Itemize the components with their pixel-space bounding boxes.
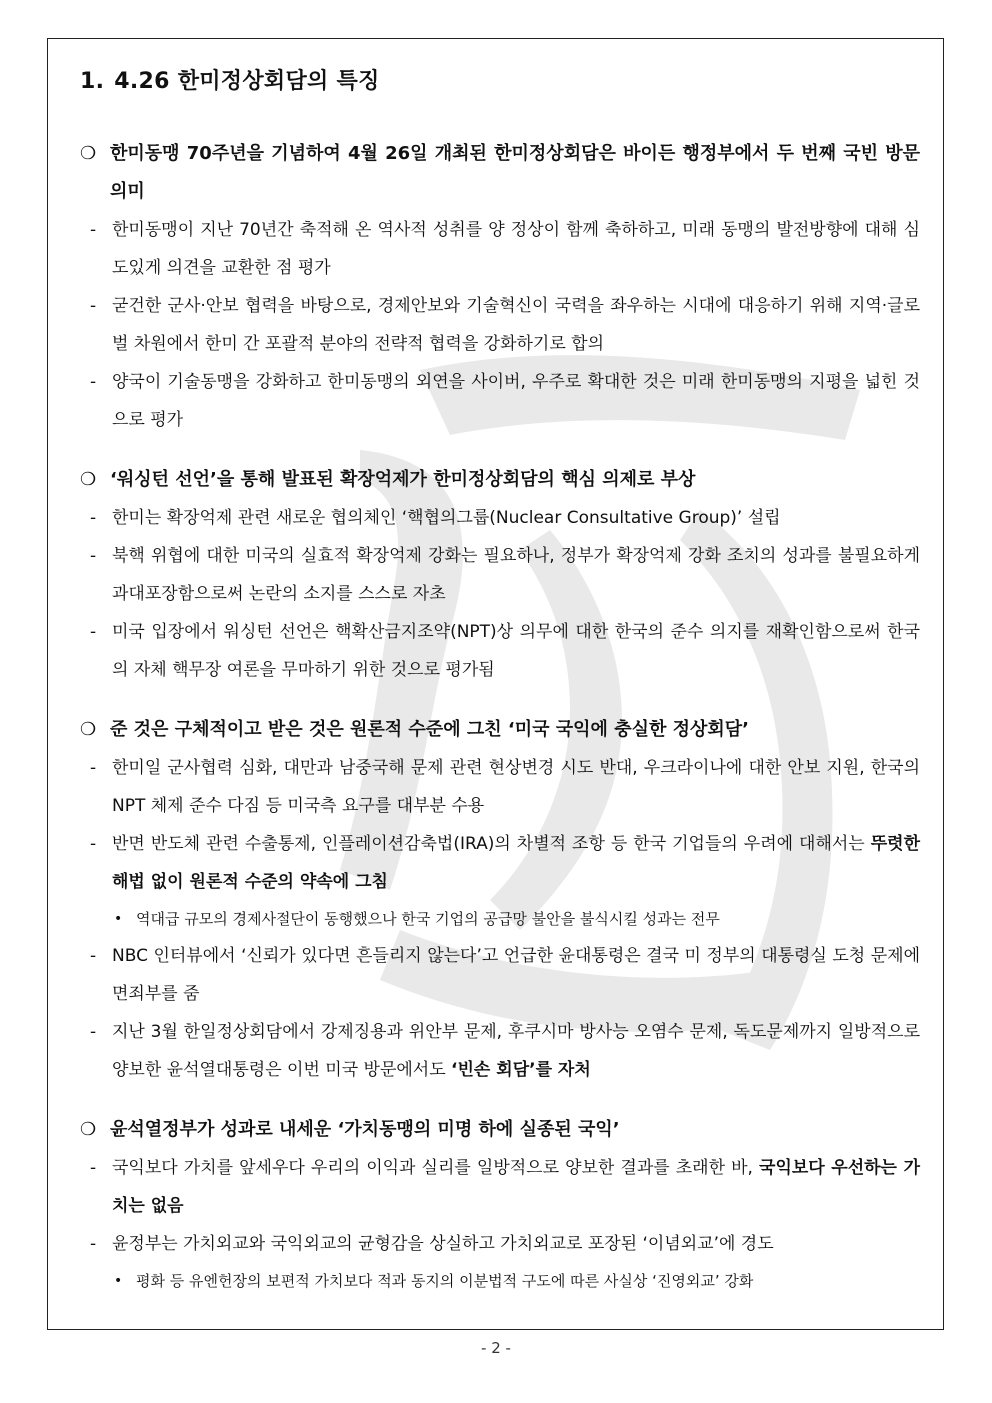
- dash-bullet-icon: -: [90, 372, 97, 392]
- list-item-text: 양국이 기술동맹을 강화하고 한미동맹의 외연을 사이버, 우주로 확대한 것은 미래 한미동맹의 지평을 넓힌 것으로 평가: [112, 372, 920, 430]
- dash-bullet-icon: -: [90, 1158, 97, 1178]
- circle-bullet-icon: ❍: [80, 143, 97, 164]
- sub-bullet-item: [80, 901, 920, 937]
- section: [80, 1111, 920, 1299]
- dash-bullet-icon: -: [90, 508, 97, 528]
- section-heading: [80, 135, 920, 211]
- list-item: [80, 287, 920, 363]
- list-item: [80, 749, 920, 825]
- dash-bullet-icon: -: [90, 296, 97, 316]
- list-item-emphasis: ‘빈손 회담’를 자처: [451, 1060, 591, 1080]
- dash-bullet-icon: -: [90, 546, 97, 566]
- page-title: [80, 64, 920, 95]
- list-item-text: 북핵 위협에 대한 미국의 실효적 확장억제 강화는 필요하나, 정부가 확장억제 강화 조치의 성과를 불필요하게 과대포장함으로써 논란의 소지를 스스로 자초: [112, 546, 920, 604]
- list-item: [80, 1013, 920, 1089]
- section-heading-text: 준 것은 구체적이고 받은 것은 원론적 수준에 그친 ‘미국 국익에 충실한 정상회담’: [110, 719, 750, 740]
- circle-bullet-icon: ❍: [80, 469, 97, 490]
- list-item: [80, 1225, 920, 1263]
- document-body: [80, 64, 920, 1321]
- list-item-text: NBC 인터뷰에서 ‘신뢰가 있다면 흔들리지 않는다’고 언급한 윤대통령은 결국 미 정부의 대통령실 도청 문제에 면죄부를 줌: [112, 946, 920, 1004]
- title-text: 4.26 한미정상회담의 특징: [114, 69, 380, 94]
- sub-bullet-text: 평화 등 유엔헌장의 보편적 가치보다 적과 동지의 이분법적 구도에 따른 사실상 ‘진영외교’ 강화: [136, 1272, 754, 1290]
- section-heading: [80, 1111, 920, 1149]
- circle-bullet-icon: ❍: [80, 1119, 97, 1140]
- list-item-text: 굳건한 군사·안보 협력을 바탕으로, 경제안보와 기술혁신이 국력을 좌우하는 시대에 대응하기 위해 지역·글로벌 차원에서 한미 간 포괄적 분야의 전략적 협력을 강화하기로 합의: [112, 296, 920, 354]
- dash-bullet-icon: -: [90, 1022, 97, 1042]
- list-item-text: 한미일 군사협력 심화, 대만과 남중국해 문제 관련 현상변경 시도 반대, 우크라이나에 대한 안보 지원, 한국의 NPT 체제 준수 다짐 등 미국측 요구를 대부분 수용: [112, 758, 920, 816]
- list-item-text: 지난 3월 한일정상회담에서 강제징용과 위안부 문제, 후쿠시마 방사능 오염수 문제, 독도문제까지 일방적으로 양보한 윤석열대통령은 이번 미국 방문에서도: [112, 1022, 920, 1080]
- section-heading-text: 한미동맹 70주년을 기념하여 4월 26일 개최된 한미정상회담은 바이든 행정부에서 두 번째 국빈 방문 의미: [110, 143, 920, 202]
- dash-bullet-icon: -: [90, 622, 97, 642]
- title-number: 1.: [80, 69, 105, 94]
- dash-bullet-icon: -: [90, 834, 97, 854]
- section-heading: [80, 461, 920, 499]
- sub-bullet-text: 역대급 규모의 경제사절단이 동행했으나 한국 기업의 공급망 불안을 불식시킬 성과는 전무: [136, 910, 720, 928]
- section-heading: [80, 711, 920, 749]
- dash-bullet-icon: -: [90, 220, 97, 240]
- sub-bullet-item: [80, 1263, 920, 1299]
- section-heading-text: ‘워싱턴 선언’을 통해 발표된 확장억제가 한미정상회담의 핵심 의제로 부상: [110, 469, 696, 490]
- dash-bullet-icon: -: [90, 1234, 97, 1254]
- list-item: [80, 1149, 920, 1225]
- list-item: [80, 937, 920, 1013]
- dash-bullet-icon: -: [90, 758, 97, 778]
- list-item-emphasis: 뚜렷한 해법 없이 원론적 수준의 약속에 그침: [112, 834, 920, 892]
- list-item: [80, 613, 920, 689]
- dot-bullet-icon: •: [114, 911, 123, 927]
- section: [80, 135, 920, 439]
- section-heading-text: 윤석열정부가 성과로 내세운 ‘가치동맹의 미명 하에 실종된 국익’: [110, 1119, 620, 1140]
- section-list: [80, 135, 920, 1299]
- list-item-text: 한미동맹이 지난 70년간 축적해 온 역사적 성취를 양 정상이 함께 축하하고, 미래 동맹의 발전방향에 대해 심도있게 의견을 교환한 점 평가: [112, 220, 920, 278]
- list-item: [80, 211, 920, 287]
- dash-bullet-icon: -: [90, 946, 97, 966]
- list-item: [80, 825, 920, 901]
- list-item-text: 미국 입장에서 워싱턴 선언은 핵확산금지조약(NPT)상 의무에 대한 한국의 준수 의지를 재확인함으로써 한국의 자체 핵무장 여론을 무마하기 위한 것으로 평가됨: [112, 622, 920, 680]
- section: [80, 711, 920, 1089]
- list-item: [80, 499, 920, 537]
- list-item: [80, 537, 920, 613]
- page-number: - 2 -: [481, 1339, 511, 1357]
- list-item-text: 한미는 확장억제 관련 새로운 협의체인 ‘핵협의그룹(Nuclear Consultative Group)’ 설립: [112, 508, 781, 528]
- circle-bullet-icon: ❍: [80, 719, 97, 740]
- section: [80, 461, 920, 689]
- list-item-text: 국익보다 가치를 앞세우다 우리의 이익과 실리를 일방적으로 양보한 결과를 초래한 바,: [112, 1158, 760, 1178]
- list-item-text: 윤정부는 가치외교와 국익외교의 균형감을 상실하고 가치외교로 포장된 ‘이념외교’에 경도: [112, 1234, 774, 1254]
- list-item-emphasis: 국익보다 우선하는 가치는 없음: [112, 1158, 920, 1216]
- dot-bullet-icon: •: [114, 1273, 123, 1289]
- list-item: [80, 363, 920, 439]
- list-item-text: 반면 반도체 관련 수출통제, 인플레이션감축법(IRA)의 차별적 조항 등 한국 기업들의 우려에 대해서는: [112, 834, 871, 854]
